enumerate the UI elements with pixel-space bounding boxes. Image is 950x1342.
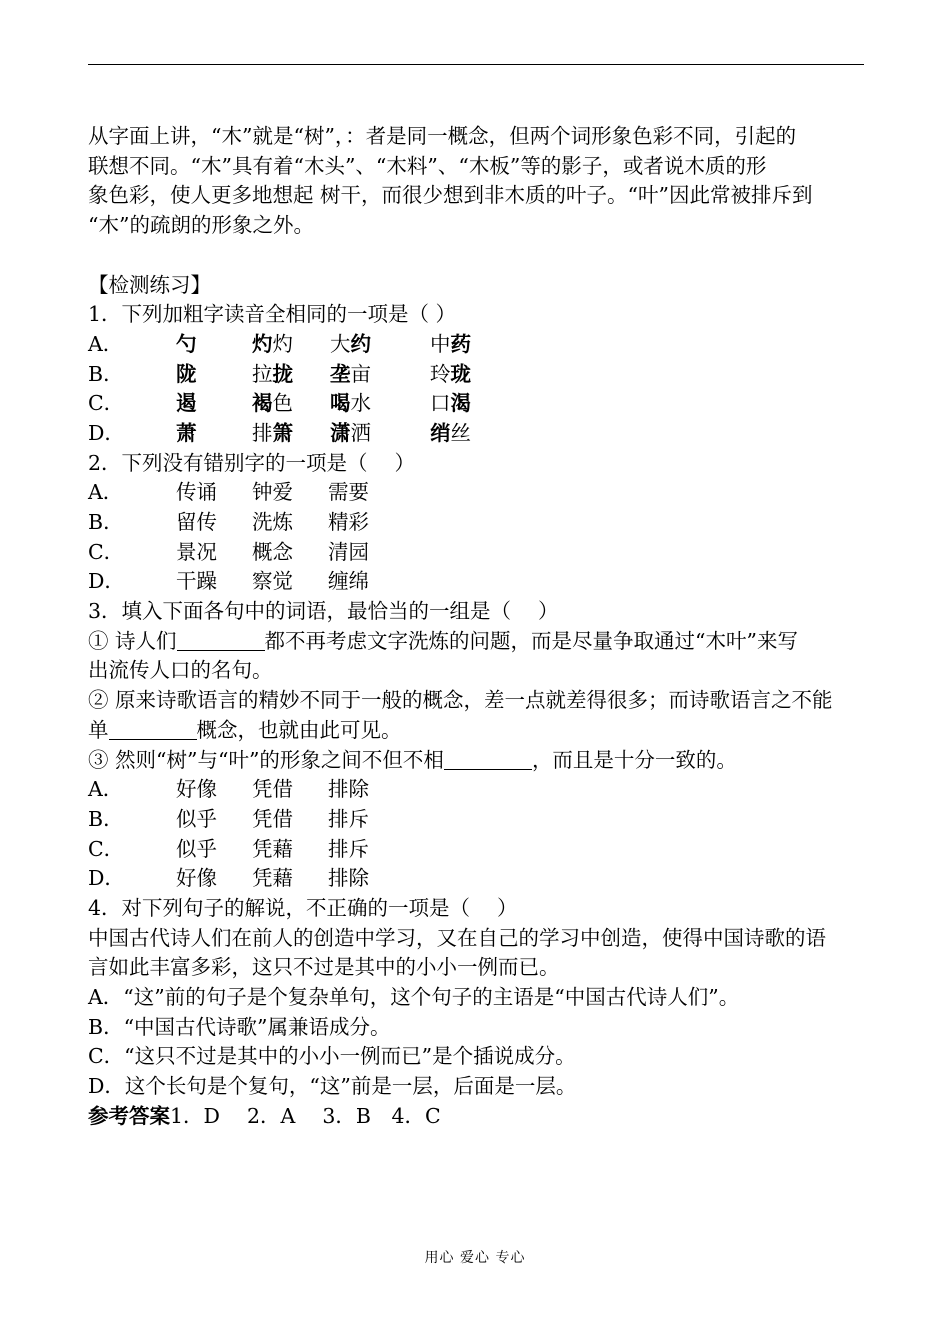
option-word (252, 389, 330, 419)
q4-stem: 4．对下列句子的解说，不正确的一项是（ ） (88, 895, 518, 920)
plain-char: 拉 (252, 361, 273, 386)
plain-char: 口 (430, 391, 451, 416)
intro-line: “木”的疏朗的形象之外。 (88, 213, 314, 238)
option-word: 干躁 (176, 569, 217, 594)
option-word (176, 389, 252, 419)
intro-paragraph (88, 122, 864, 241)
option-word: 概念 (252, 539, 293, 564)
option-word (330, 360, 430, 390)
plain-char: 灼 (272, 331, 293, 356)
plain-char: 水 (350, 391, 371, 416)
q3-option (88, 864, 864, 894)
q2-option (88, 478, 864, 508)
option-word: 察觉 (252, 569, 293, 594)
fill-blank[interactable] (444, 749, 532, 770)
q2-option (88, 508, 864, 538)
plain-char: 洒 (350, 420, 371, 445)
q3-stem: 3．填入下面各句中的词语，最恰当的一组是（ ） (88, 599, 559, 624)
bold-char: 珑 (450, 361, 471, 386)
plain-char: 丝 (450, 420, 471, 445)
option-word: 排斥 (328, 806, 369, 831)
fill-blank[interactable] (177, 630, 265, 651)
intro-line: 从字面上讲，“木”就是“树”，：者是同一概念，但两个词形象色彩不同，引起的 (88, 124, 797, 148)
option-word (430, 419, 471, 449)
option-word: 清园 (328, 539, 369, 564)
option-word: 传诵 (176, 480, 217, 505)
bold-char: 喝 (330, 391, 351, 416)
option-word: 凭借 (252, 777, 293, 802)
q3-option (88, 775, 864, 805)
q3-sentence-1-cont: 出流传人口的名句。 (88, 658, 273, 683)
q3-option (88, 835, 864, 865)
q3-sentence-1: ① 诗人们 都不再考虑文字洗炼的问题，而是尽量争取通过“木叶”来写 (88, 628, 798, 653)
bold-char: 萧 (176, 420, 197, 445)
bold-char: 垄 (330, 361, 351, 386)
option-label: B． (88, 806, 124, 831)
option-label: A． (88, 777, 124, 802)
q2-option (88, 567, 864, 597)
plain-char: 大 (330, 331, 351, 356)
option-word (176, 330, 252, 360)
option-word (252, 360, 330, 390)
plain-char: 色 (272, 391, 293, 416)
option-word: 排除 (328, 777, 369, 802)
option-label: B． (88, 361, 124, 386)
intro-line: 象色彩，使人更多地想起 树干，而很少想到非木质的叶子。“叶”因此常被排斥到 (88, 183, 813, 208)
q3-sentence-3: ③ 然则“树”与“叶”的形象之间不但不相 ，而且是十分一致的。 (88, 747, 737, 772)
bold-char: 药 (450, 331, 471, 356)
option-word (330, 330, 430, 360)
option-word: 洗炼 (252, 510, 293, 534)
q3-options (88, 775, 864, 894)
answer-key-label: 参考答案 (88, 1103, 170, 1128)
q4-sentence-line: 中国古代诗人们在前人的创造中学习，又在自己的学习中创造，使得中国诗歌的语 (88, 925, 826, 950)
option-word: 排除 (328, 866, 369, 891)
q1-option (88, 419, 864, 449)
bold-char: 勺 (176, 331, 197, 356)
plain-char: 亩 (350, 361, 371, 386)
q1-option (88, 389, 864, 419)
option-word (430, 330, 471, 360)
answer-key (88, 1102, 864, 1132)
option-word: 留传 (176, 510, 217, 534)
option-label: D． (88, 420, 125, 445)
option-word: 精彩 (328, 510, 369, 534)
q4-option: B．“中国古代诗歌”属兼语成分。 (88, 1014, 391, 1039)
option-word (252, 419, 330, 449)
option-word: 排斥 (328, 836, 369, 861)
option-label: B． (88, 510, 124, 534)
bold-char: 约 (350, 331, 371, 356)
q4-sentence-line: 言如此丰富多彩，这只不过是其中的小小一例而已。 (88, 955, 560, 980)
option-word (430, 360, 471, 390)
page-footer: 用心 爱心 专心 (424, 1250, 526, 1266)
option-word (330, 389, 430, 419)
option-label: C． (88, 836, 125, 861)
q4-option: C．“这只不过是其中的小小一例而已”是个插说成分。 (88, 1044, 576, 1069)
plain-char: 玲 (430, 361, 451, 386)
q3-option (88, 805, 864, 835)
q1-stem: 1．下列加粗字读音全相同的一项是（ ） (88, 302, 457, 327)
bold-char: 拢 (272, 361, 293, 386)
option-word (252, 330, 330, 360)
option-label: A． (88, 480, 124, 505)
option-word: 似乎 (176, 836, 217, 861)
option-word (430, 389, 471, 419)
plain-char: 中 (430, 331, 451, 356)
q1-options (88, 330, 864, 449)
option-label: D． (88, 866, 125, 891)
intro-line: 联想不同。“木”具有着“木头”、“木料”、“木板”等的影子，或者说木质的形 (88, 153, 767, 178)
option-word: 凭藉 (252, 836, 293, 861)
bold-char: 灼 (252, 331, 273, 356)
option-word: 凭藉 (252, 866, 293, 891)
bold-char: 绡 (430, 420, 451, 445)
bold-char: 渴 (450, 391, 471, 416)
q4-option: A．“这”前的句子是个复杂单句，这个句子的主语是“中国古代诗人们”。 (88, 985, 740, 1009)
q2-stem: 2．下列没有错别字的一项是（ ） (88, 450, 416, 475)
section-title: 【检测练习】 (88, 272, 211, 297)
document-body (88, 122, 864, 1131)
q2-option (88, 538, 864, 568)
option-label: D． (88, 569, 125, 594)
option-word: 凭借 (252, 806, 293, 831)
option-word: 好像 (176, 866, 217, 891)
option-word: 需要 (328, 480, 369, 505)
bold-char: 箫 (272, 420, 293, 445)
option-word: 景况 (176, 539, 217, 564)
option-word: 钟爱 (252, 480, 293, 505)
q2-options (88, 478, 864, 597)
fill-blank[interactable] (109, 719, 197, 740)
option-label: A． (88, 331, 124, 356)
q4-option: D．这个长句是个复句，“这”前是一层，后面是一层。 (88, 1074, 577, 1099)
header-rule (88, 64, 864, 65)
answer-key-text: 1．D 2．A 3．B 4．C (170, 1103, 441, 1128)
q3-sentence-2: ② 原来诗歌语言的精妙不同于一般的概念，差一点就差得很多；而诗歌语言之不能 (88, 688, 833, 713)
option-word: 缠绵 (328, 569, 369, 594)
option-word (176, 419, 252, 449)
option-word: 似乎 (176, 806, 217, 831)
q3-sentence-2-cont: 单 概念，也就由此可见。 (88, 717, 402, 742)
bold-char: 陇 (176, 361, 197, 386)
option-word (330, 419, 430, 449)
bold-char: 褐 (252, 391, 273, 416)
bold-char: 潇 (330, 420, 351, 445)
option-label: C． (88, 539, 125, 564)
q1-option (88, 360, 864, 390)
q1-option (88, 330, 864, 360)
plain-char: 排 (252, 420, 273, 445)
option-label: C． (88, 391, 125, 416)
option-word (176, 360, 252, 390)
option-word: 好像 (176, 777, 217, 802)
bold-char: 遏 (176, 391, 197, 416)
